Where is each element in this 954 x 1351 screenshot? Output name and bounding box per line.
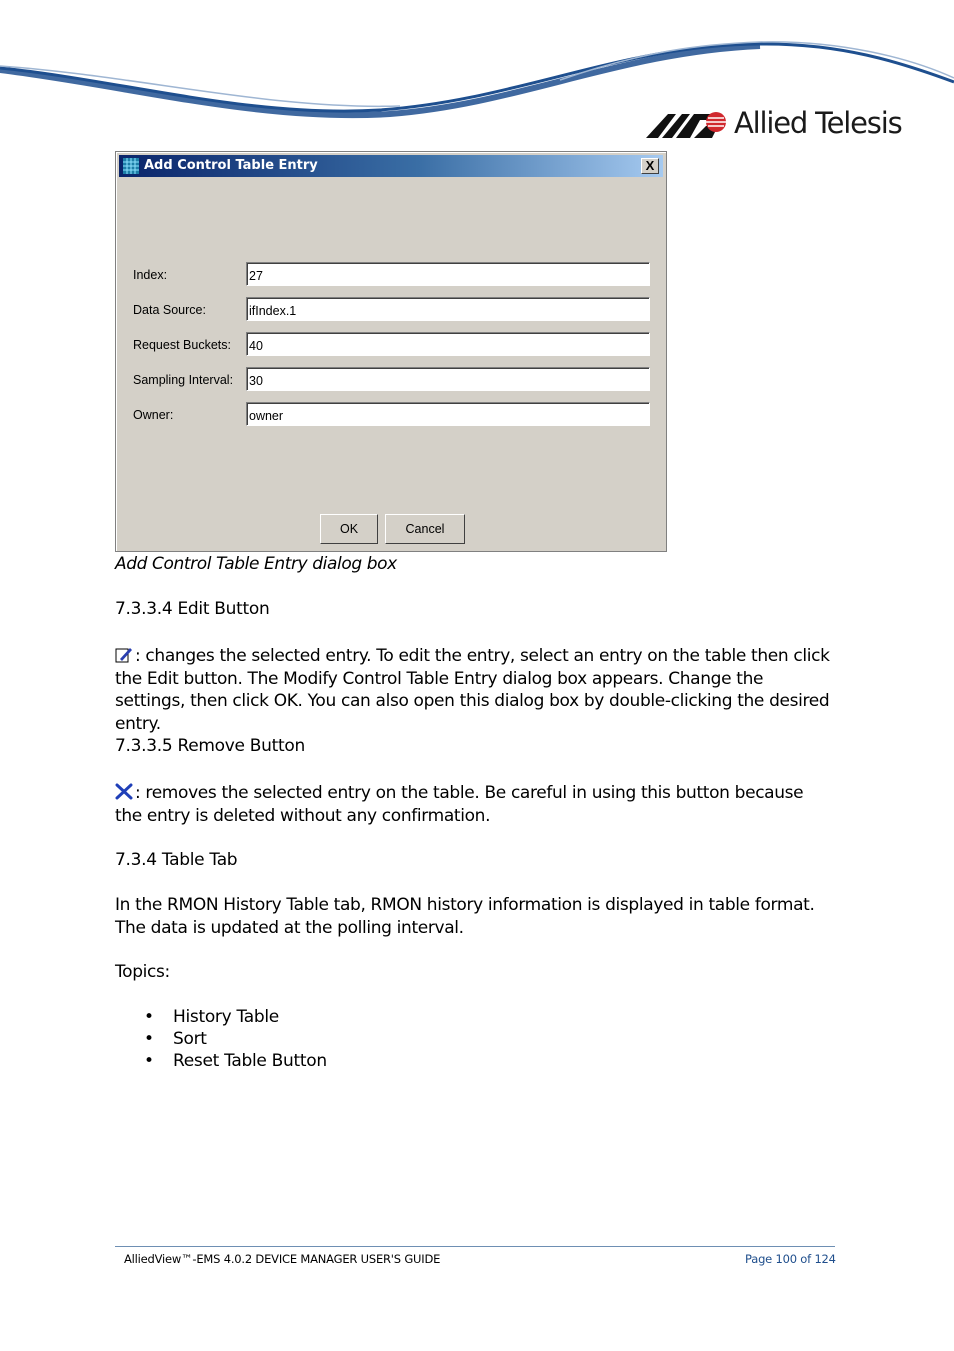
topics-label: Topics:: [115, 962, 170, 982]
index-label: Index:: [133, 268, 168, 282]
request-buckets-label: Request Buckets:: [133, 338, 231, 352]
owner-label: Owner:: [133, 408, 174, 422]
edit-button-paragraph: [115, 645, 835, 735]
edit-button-text: : changes the selected entry. To edit the entry, select an entry on the table then click the Edit button. The Modify Control Table Entry dialog box appears. Change the settings, then click OK. You can also open this dialog box by double-clicking the desired entry.: [115, 646, 830, 734]
remove-icon: [115, 783, 133, 800]
list-item: • Sort: [140, 1028, 327, 1050]
topics-list: [140, 1006, 327, 1072]
dialog-titlebar: [119, 155, 663, 177]
grid-app-icon: [123, 158, 139, 174]
index-field[interactable]: [246, 262, 650, 286]
brand-name: Allied Telesis: [734, 106, 902, 140]
remove-button-text: : removes the selected entry on the table. Be careful in using this button because the entry is deleted without any confirmation.: [115, 783, 804, 826]
add-control-table-entry-dialog: [115, 151, 667, 552]
sampling-interval-field[interactable]: [246, 367, 650, 391]
dialog-title: Add Control Table Entry: [144, 158, 318, 173]
figure-caption: Add Control Table Entry dialog box: [115, 554, 397, 574]
close-button[interactable]: X: [641, 158, 659, 174]
footer-divider: [115, 1246, 835, 1247]
remove-button-heading: 7.3.3.5 Remove Button: [115, 736, 305, 756]
request-buckets-field[interactable]: [246, 332, 650, 356]
remove-button-paragraph: [115, 782, 835, 827]
list-item: • Reset Table Button: [140, 1050, 327, 1072]
table-tab-paragraph: In the RMON History Table tab, RMON history information is displayed in table format. The data is updated at the polling interval.: [115, 895, 815, 938]
cancel-button[interactable]: Cancel: [385, 514, 465, 544]
sampling-interval-label: Sampling Interval:: [133, 373, 234, 387]
footer-guide-title: AlliedView™-EMS 4.0.2 DEVICE MANAGER USER'S GUIDE: [124, 1252, 441, 1266]
edit-icon: [115, 646, 133, 663]
data-source-field[interactable]: [246, 297, 650, 321]
edit-button-heading: 7.3.3.4 Edit Button: [115, 599, 270, 619]
logo-mark-icon: [646, 108, 730, 142]
list-item: • History Table: [140, 1006, 327, 1028]
owner-field[interactable]: [246, 402, 650, 426]
data-source-label: Data Source:: [133, 303, 206, 317]
footer-page-number: Page 100 of 124: [745, 1252, 836, 1266]
table-tab-heading: 7.3.4 Table Tab: [115, 850, 238, 870]
ok-button[interactable]: OK: [320, 514, 378, 544]
